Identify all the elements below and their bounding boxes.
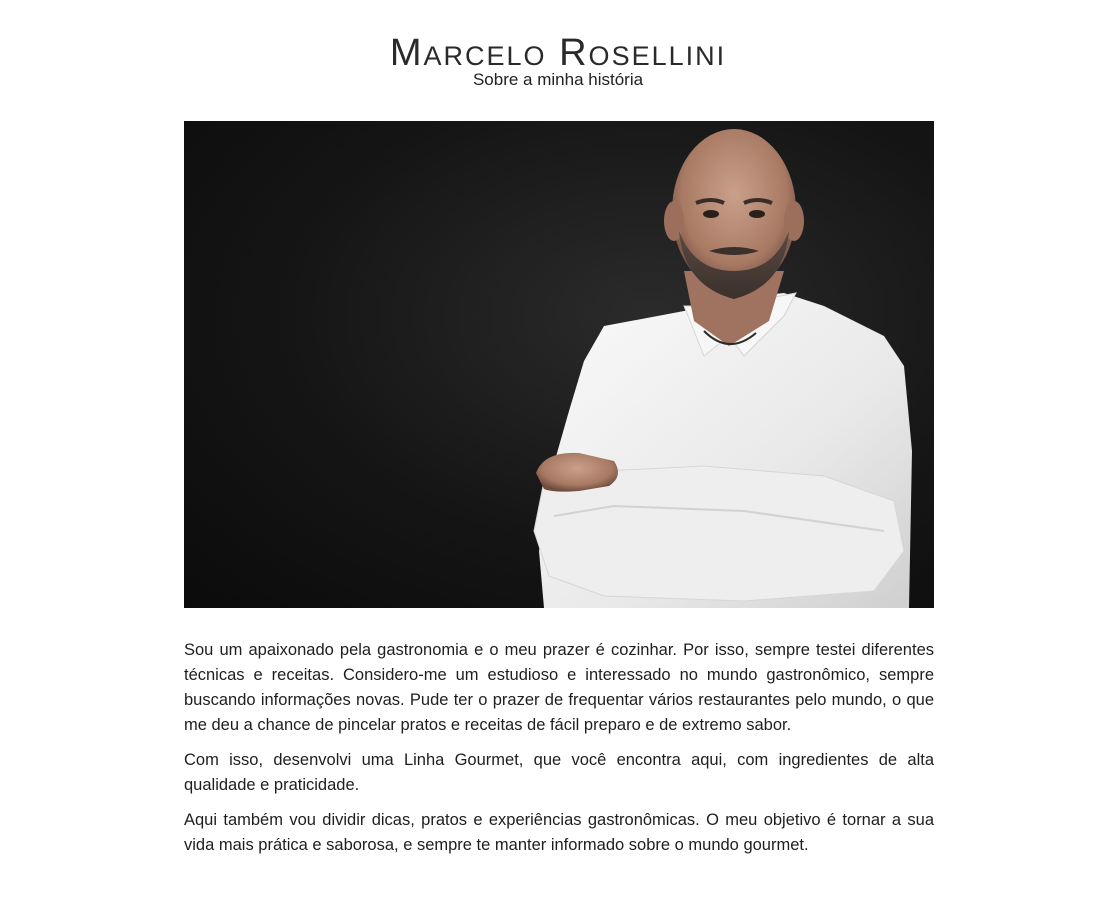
portrait-illustration: [184, 121, 934, 608]
about-paragraph: Sou um apaixonado pela gastronomia e o meu prazer é cozinhar. Por isso, sempre testei diferentes técnicas e receitas. Considero-me um estudioso e interessado no mundo gastronômico, sempre buscando informações novas. Pude ter o prazer de frequentar vários restaurantes pelo mundo, o que me deu a chance de pincelar pratos e receitas de fácil preparo e de extremo sabor.: [184, 641, 934, 734]
profile-photo: [184, 121, 934, 608]
page-header: [0, 30, 1116, 90]
page-subtitle: Sobre a minha história: [472, 70, 644, 89]
page-title: Marcelo Rosellini: [389, 32, 727, 74]
about-content: [184, 638, 934, 868]
about-paragraph: Aqui também vou dividir dicas, pratos e experiências gastronômicas. O meu objetivo é tornar a sua vida mais prática e saborosa, e sempre te manter informado sobre o mundo gourmet.: [184, 811, 934, 854]
about-paragraph: Com isso, desenvolvi uma Linha Gourmet, que você encontra aqui, com ingredientes de alta qualidade e praticidade.: [184, 751, 934, 794]
